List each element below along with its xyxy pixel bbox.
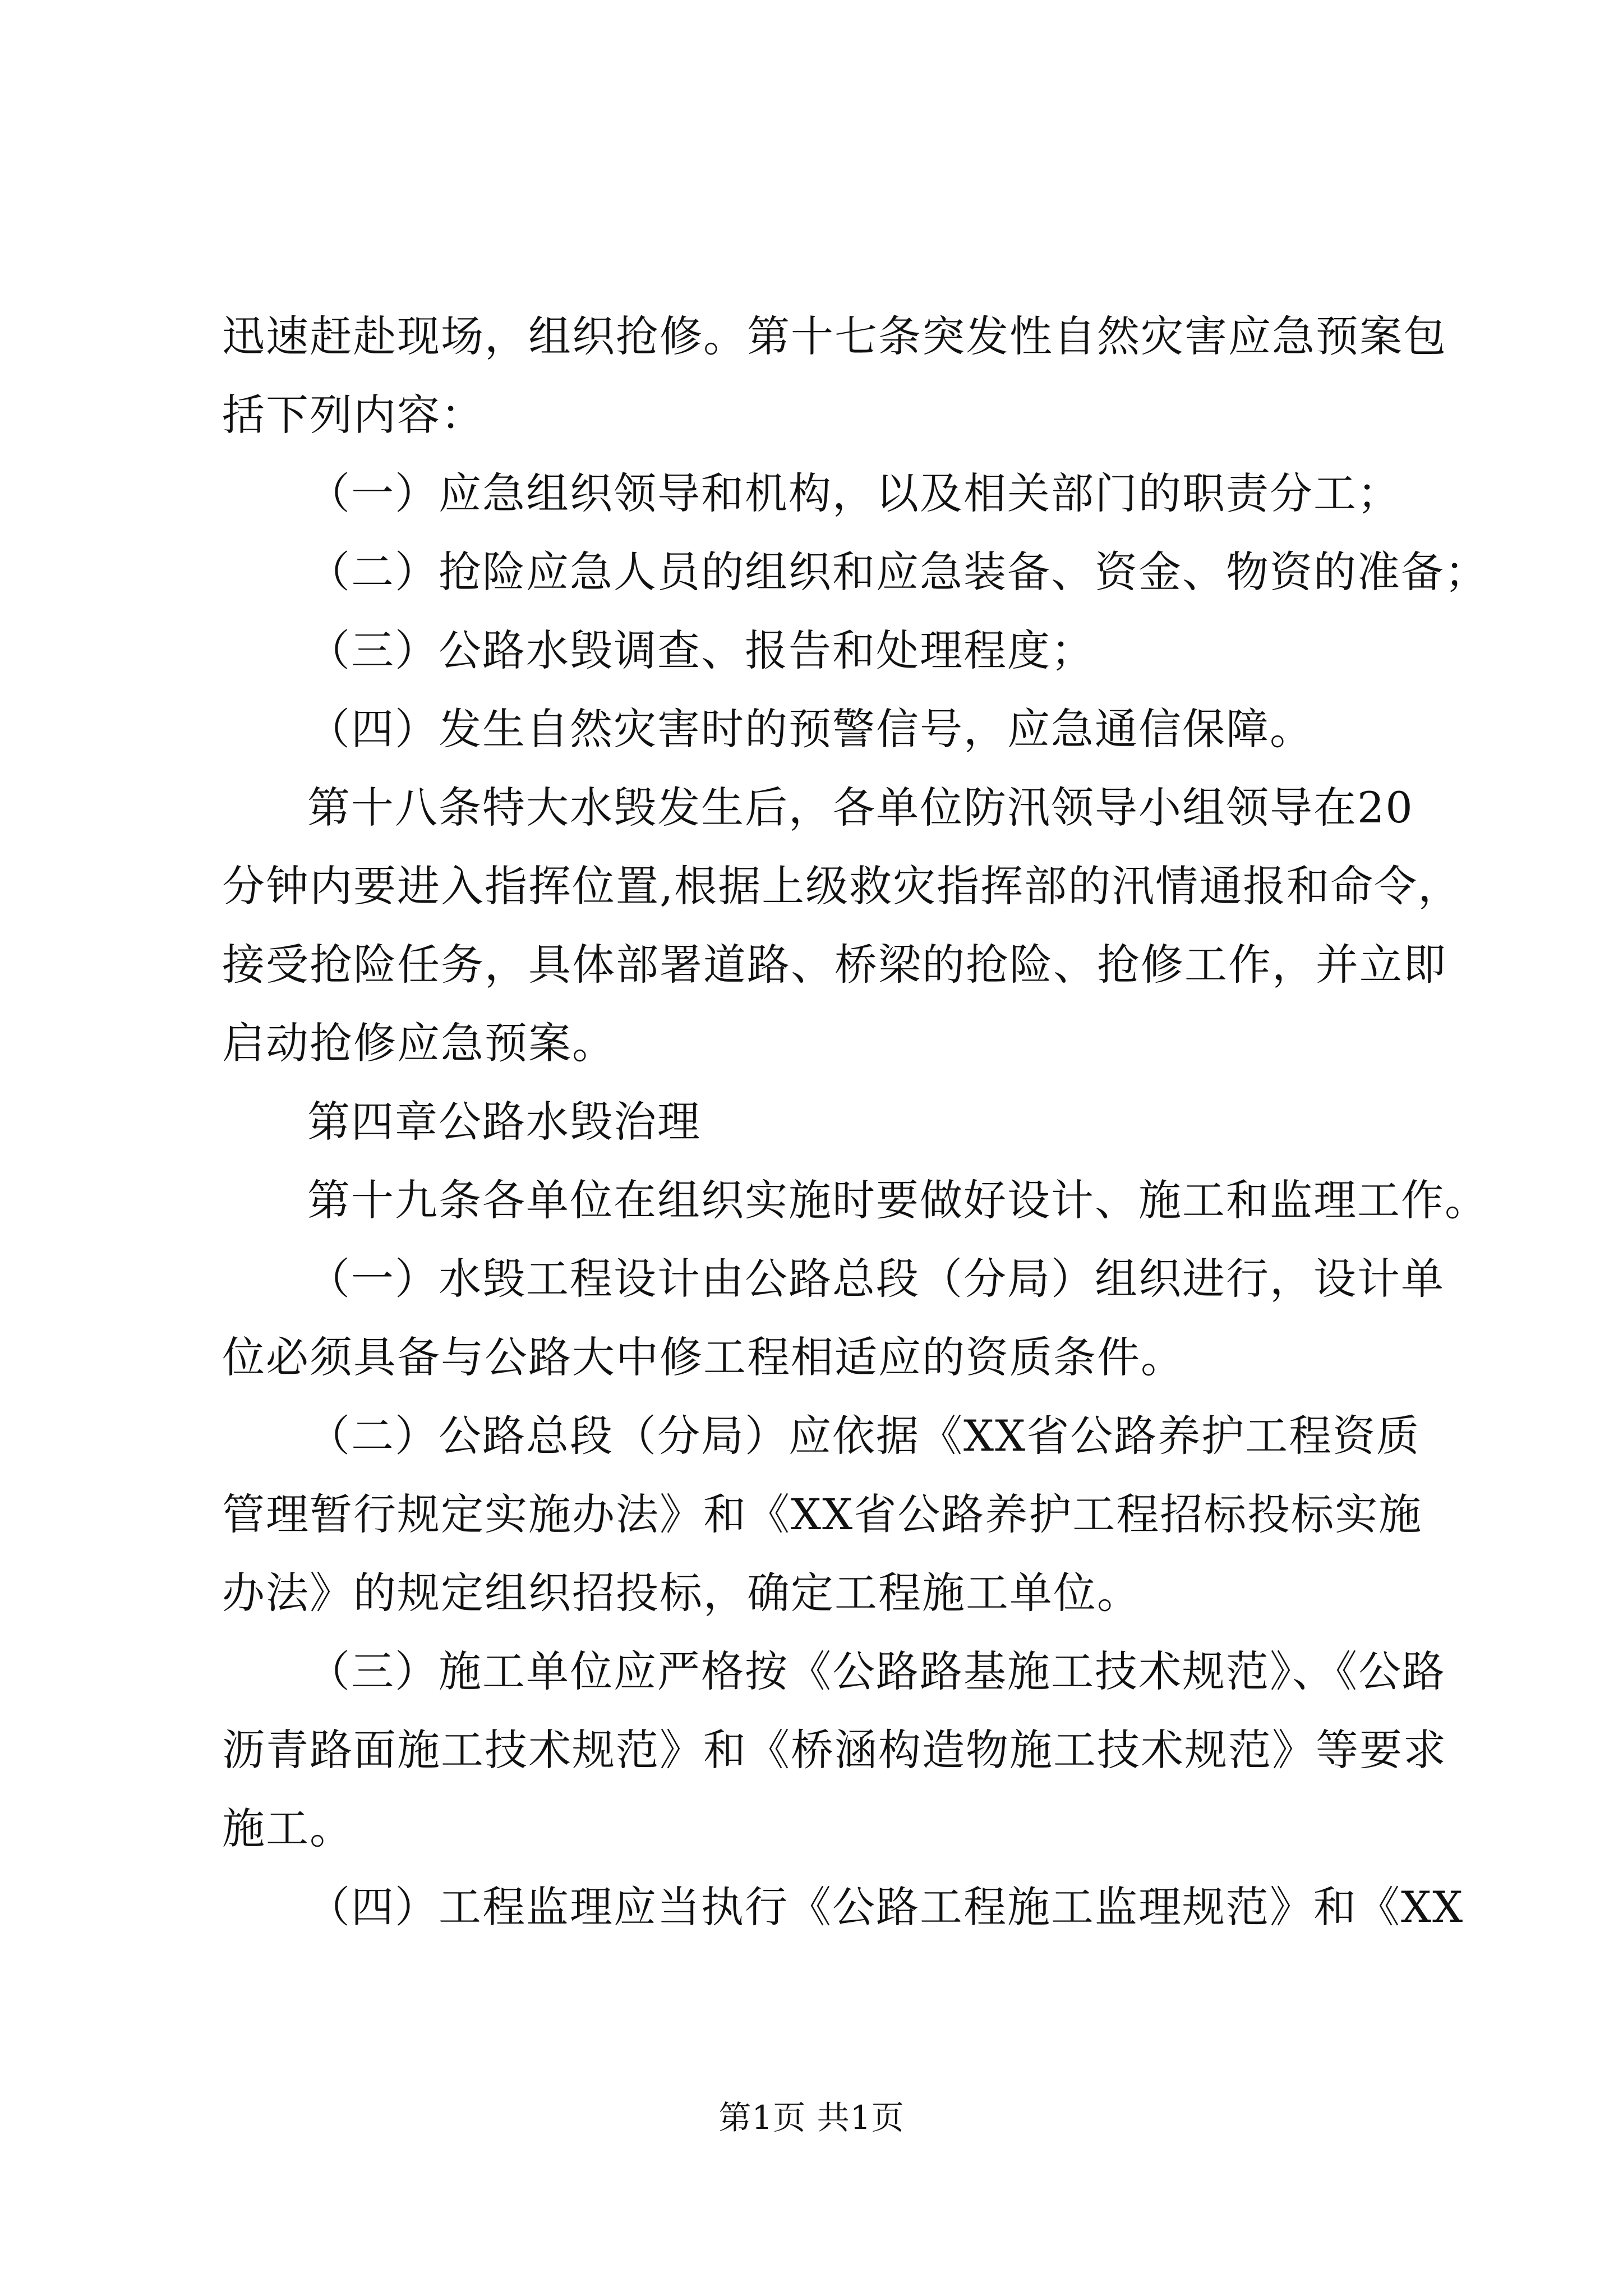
text-line: 括下列内容： — [222, 390, 485, 440]
text-line: 位必须具备与公路大中修工程相适应的资质条件。 — [222, 1332, 1184, 1382]
document-body — [222, 297, 1488, 1947]
text-line: 迅速赶赴现场，组织抢修。第十七条突发性自然灾害应急预案包 — [222, 311, 1447, 361]
article-start-line: 第十八条特大水毁发生后，各单位防汛领导小组领导在20 — [307, 783, 1414, 832]
text-line: 启动抢修应急预案。 — [222, 1018, 616, 1068]
chapter-heading: 第四章公路水毁治理 — [307, 1097, 701, 1147]
list-item: （三）公路水毁调查、报告和处理程度； — [307, 625, 1095, 675]
page-number-footer: 第1页 共1页 — [718, 2099, 905, 2137]
text-line: 接受抢险任务，具体部署道路、桥梁的抢险、抢修工作，并立即 — [222, 940, 1447, 990]
text-line: 办法》的规定组织招投标，确定工程施工单位。 — [222, 1568, 1141, 1618]
article-start-line: 第十九条各单位在组织实施时要做好设计、施工和监理工作。 — [307, 1175, 1488, 1225]
list-item: （二）抢险应急人员的组织和应急装备、资金、物资的准备； — [307, 547, 1488, 597]
list-item: （四）工程监理应当执行《公路工程施工监理规范》和《XX — [307, 1882, 1464, 1932]
list-item: （三）施工单位应严格按《公路路基施工技术规范》、《公路 — [307, 1646, 1446, 1696]
text-line: 管理暂行规定实施办法》和《XX省公路养护工程招标投标实施 — [222, 1489, 1423, 1539]
list-item: （二）公路总段（分局）应依据《XX省公路养护工程资质 — [307, 1411, 1421, 1461]
text-line: 分钟内要进入指挥位置,根据上级救灾指挥部的汛情通报和命令， — [222, 861, 1462, 911]
list-item: （一）应急组织领导和机构，以及相关部门的职责分工； — [307, 468, 1401, 518]
text-line: 施工。 — [222, 1803, 353, 1853]
list-item: （四）发生自然灾害时的预警信号，应急通信保障。 — [307, 704, 1313, 754]
list-item: （一）水毁工程设计由公路总段（分局）组织进行，设计单 — [307, 1254, 1445, 1304]
text-line: 沥青路面施工技术规范》和《桥涵构造物施工技术规范》等要求 — [222, 1725, 1447, 1775]
